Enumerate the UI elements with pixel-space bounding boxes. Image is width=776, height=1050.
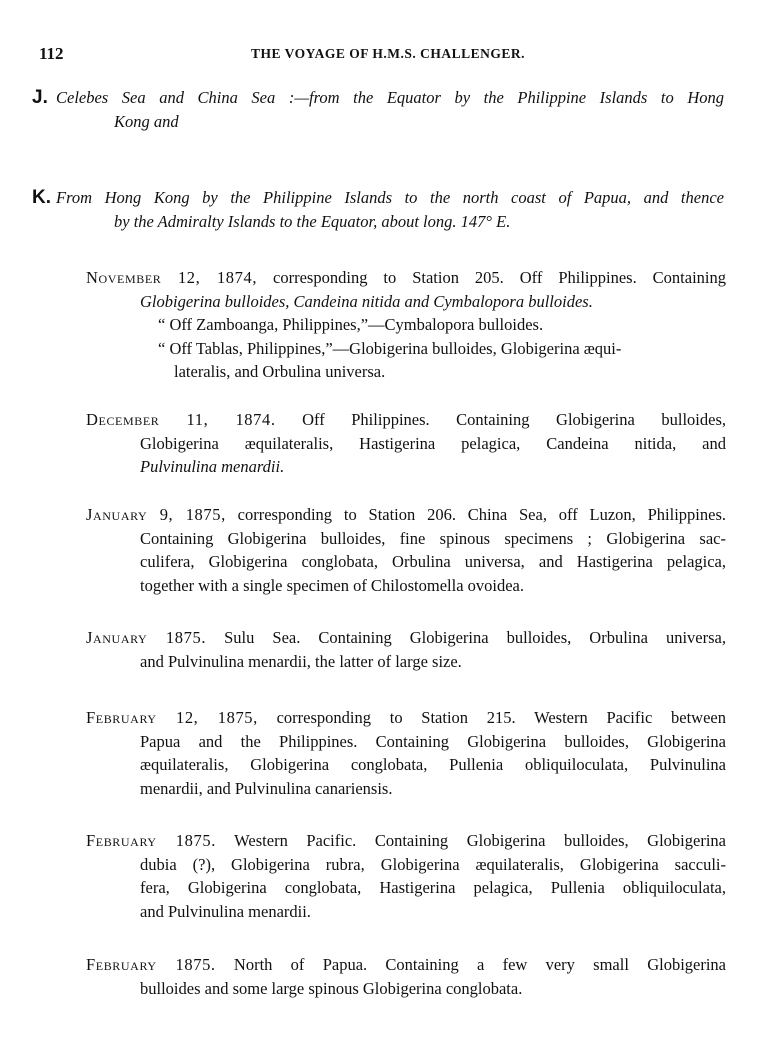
entry-text: menardii, and Pulvinulina canariensis. xyxy=(140,778,393,798)
entry-text: corresponding to Station 206. China Sea, off Luzon, Philippines. xyxy=(237,505,726,524)
station-entry xyxy=(86,266,726,384)
entry-date: January 1875. xyxy=(86,628,207,647)
entry-line xyxy=(86,876,726,900)
section-line: by the Admiralty Islands to the Equator, about long. 147° E. xyxy=(114,212,511,231)
entry-date: November 12, 1874, xyxy=(86,268,258,287)
station-entry xyxy=(86,408,726,479)
entry-line xyxy=(86,550,726,574)
entry-text: dubia (?), Globigerina rubra, Globigerina æquilateralis, Globigerina sacculi- xyxy=(140,854,726,874)
entry-line xyxy=(86,977,726,1001)
page-header xyxy=(0,44,776,68)
section-line: Kong and xyxy=(114,112,179,131)
entry-first-line xyxy=(86,266,726,290)
station-entry xyxy=(86,953,726,1000)
entry-first-line xyxy=(86,706,726,730)
entry-line xyxy=(86,574,726,598)
entry-date: February 1875. xyxy=(86,955,216,974)
entry-text: Globigerina æquilateralis, Hastigerina pelagica, Candeina nitida, and xyxy=(140,433,726,453)
entry-text: “ Off Zamboanga, Philippines,”—Cymbalopora bulloides. xyxy=(158,315,544,334)
station-entry xyxy=(86,706,726,800)
station-entry xyxy=(86,829,726,923)
entry-date: December 11, 1874. xyxy=(86,410,276,429)
entry-line xyxy=(86,360,726,384)
entry-text: Papua and the Philippines. Containing Globigerina bulloides, Globigerina xyxy=(140,731,726,751)
entry-first-line xyxy=(86,829,726,853)
entry-text: bulloides and some large spinous Globigerina conglobata. xyxy=(140,978,523,998)
page-number: 112 xyxy=(39,44,64,63)
entry-text: and Pulvinulina menardii, the latter of large size. xyxy=(140,651,462,671)
entry-text: Western Pacific. Containing Globigerina bulloides, Globigerina xyxy=(234,831,726,850)
entry-line xyxy=(86,455,726,479)
entry-line xyxy=(86,900,726,924)
running-title: THE VOYAGE OF H.M.S. CHALLENGER. xyxy=(250,46,526,61)
entry-text: fera, Globigerina conglobata, Hastigerina pelagica, Pullenia obliquiloculata, xyxy=(140,878,726,897)
section-j xyxy=(32,86,724,134)
entry-text: lateralis, and Orbulina universa. xyxy=(174,362,386,381)
entry-line xyxy=(86,527,726,551)
entry-text: culifera, Globigerina conglobata, Orbulina universa, and Hastigerina pelagica, xyxy=(140,552,726,571)
entry-text: Sulu Sea. Containing Globigerina bulloides, Orbulina universa, xyxy=(224,628,726,647)
entry-first-line xyxy=(86,626,726,650)
entry-text: Globigerina bulloides, Candeina nitida and Cymbalopora bulloides. xyxy=(140,291,593,311)
entry-date: January 9, 1875, xyxy=(86,505,226,524)
entry-text: Pulvinulina menardii. xyxy=(140,457,285,476)
entry-text: corresponding to Station 215. Western Pacific between xyxy=(276,708,726,727)
entry-line xyxy=(86,337,726,361)
entry-line xyxy=(86,432,726,456)
section-line: Celebes Sea and China Sea :—from the Equator by the Philippine Islands to Hong xyxy=(56,88,724,107)
entry-line xyxy=(86,853,726,877)
entry-text: Off Philippines. Containing Globigerina bulloides, xyxy=(302,410,726,429)
entry-first-line xyxy=(86,953,726,977)
section-k xyxy=(32,186,724,234)
entry-first-line xyxy=(86,408,726,432)
entry-first-line xyxy=(86,503,726,527)
entry-text: together with a single specimen of Chilostomella ovoidea. xyxy=(140,575,524,595)
entry-date: February 12, 1875, xyxy=(86,708,258,727)
section-letter: J. xyxy=(32,87,48,108)
entry-line xyxy=(86,650,726,674)
entry-text: corresponding to Station 205. Off Philippines. Containing xyxy=(273,268,727,287)
entry-date: February 1875. xyxy=(86,831,216,850)
entry-text: North of Papua. Containing a few very small Globigerina xyxy=(233,955,726,974)
entry-line xyxy=(86,753,726,777)
section-letter: K. xyxy=(32,187,51,208)
entry-text: and Pulvinulina menardii. xyxy=(140,901,311,921)
entry-line xyxy=(86,313,726,337)
entry-line xyxy=(86,730,726,754)
entry-line xyxy=(86,777,726,801)
section-line: From Hong Kong by the Philippine Islands to the north coast of Papua, and thence xyxy=(56,188,724,207)
station-entry xyxy=(86,503,726,597)
entry-text: Containing Globigerina bulloides, fine spinous specimens ; Globigerina sac- xyxy=(140,528,726,548)
station-entry xyxy=(86,626,726,673)
entry-text: “ Off Tablas, Philippines,”—Globigerina bulloides, Globigerina æqui- xyxy=(158,338,622,358)
entry-text: æquilateralis, Globigerina conglobata, Pullenia obliquiloculata, Pulvinulina xyxy=(140,755,726,774)
entry-line xyxy=(86,290,726,314)
